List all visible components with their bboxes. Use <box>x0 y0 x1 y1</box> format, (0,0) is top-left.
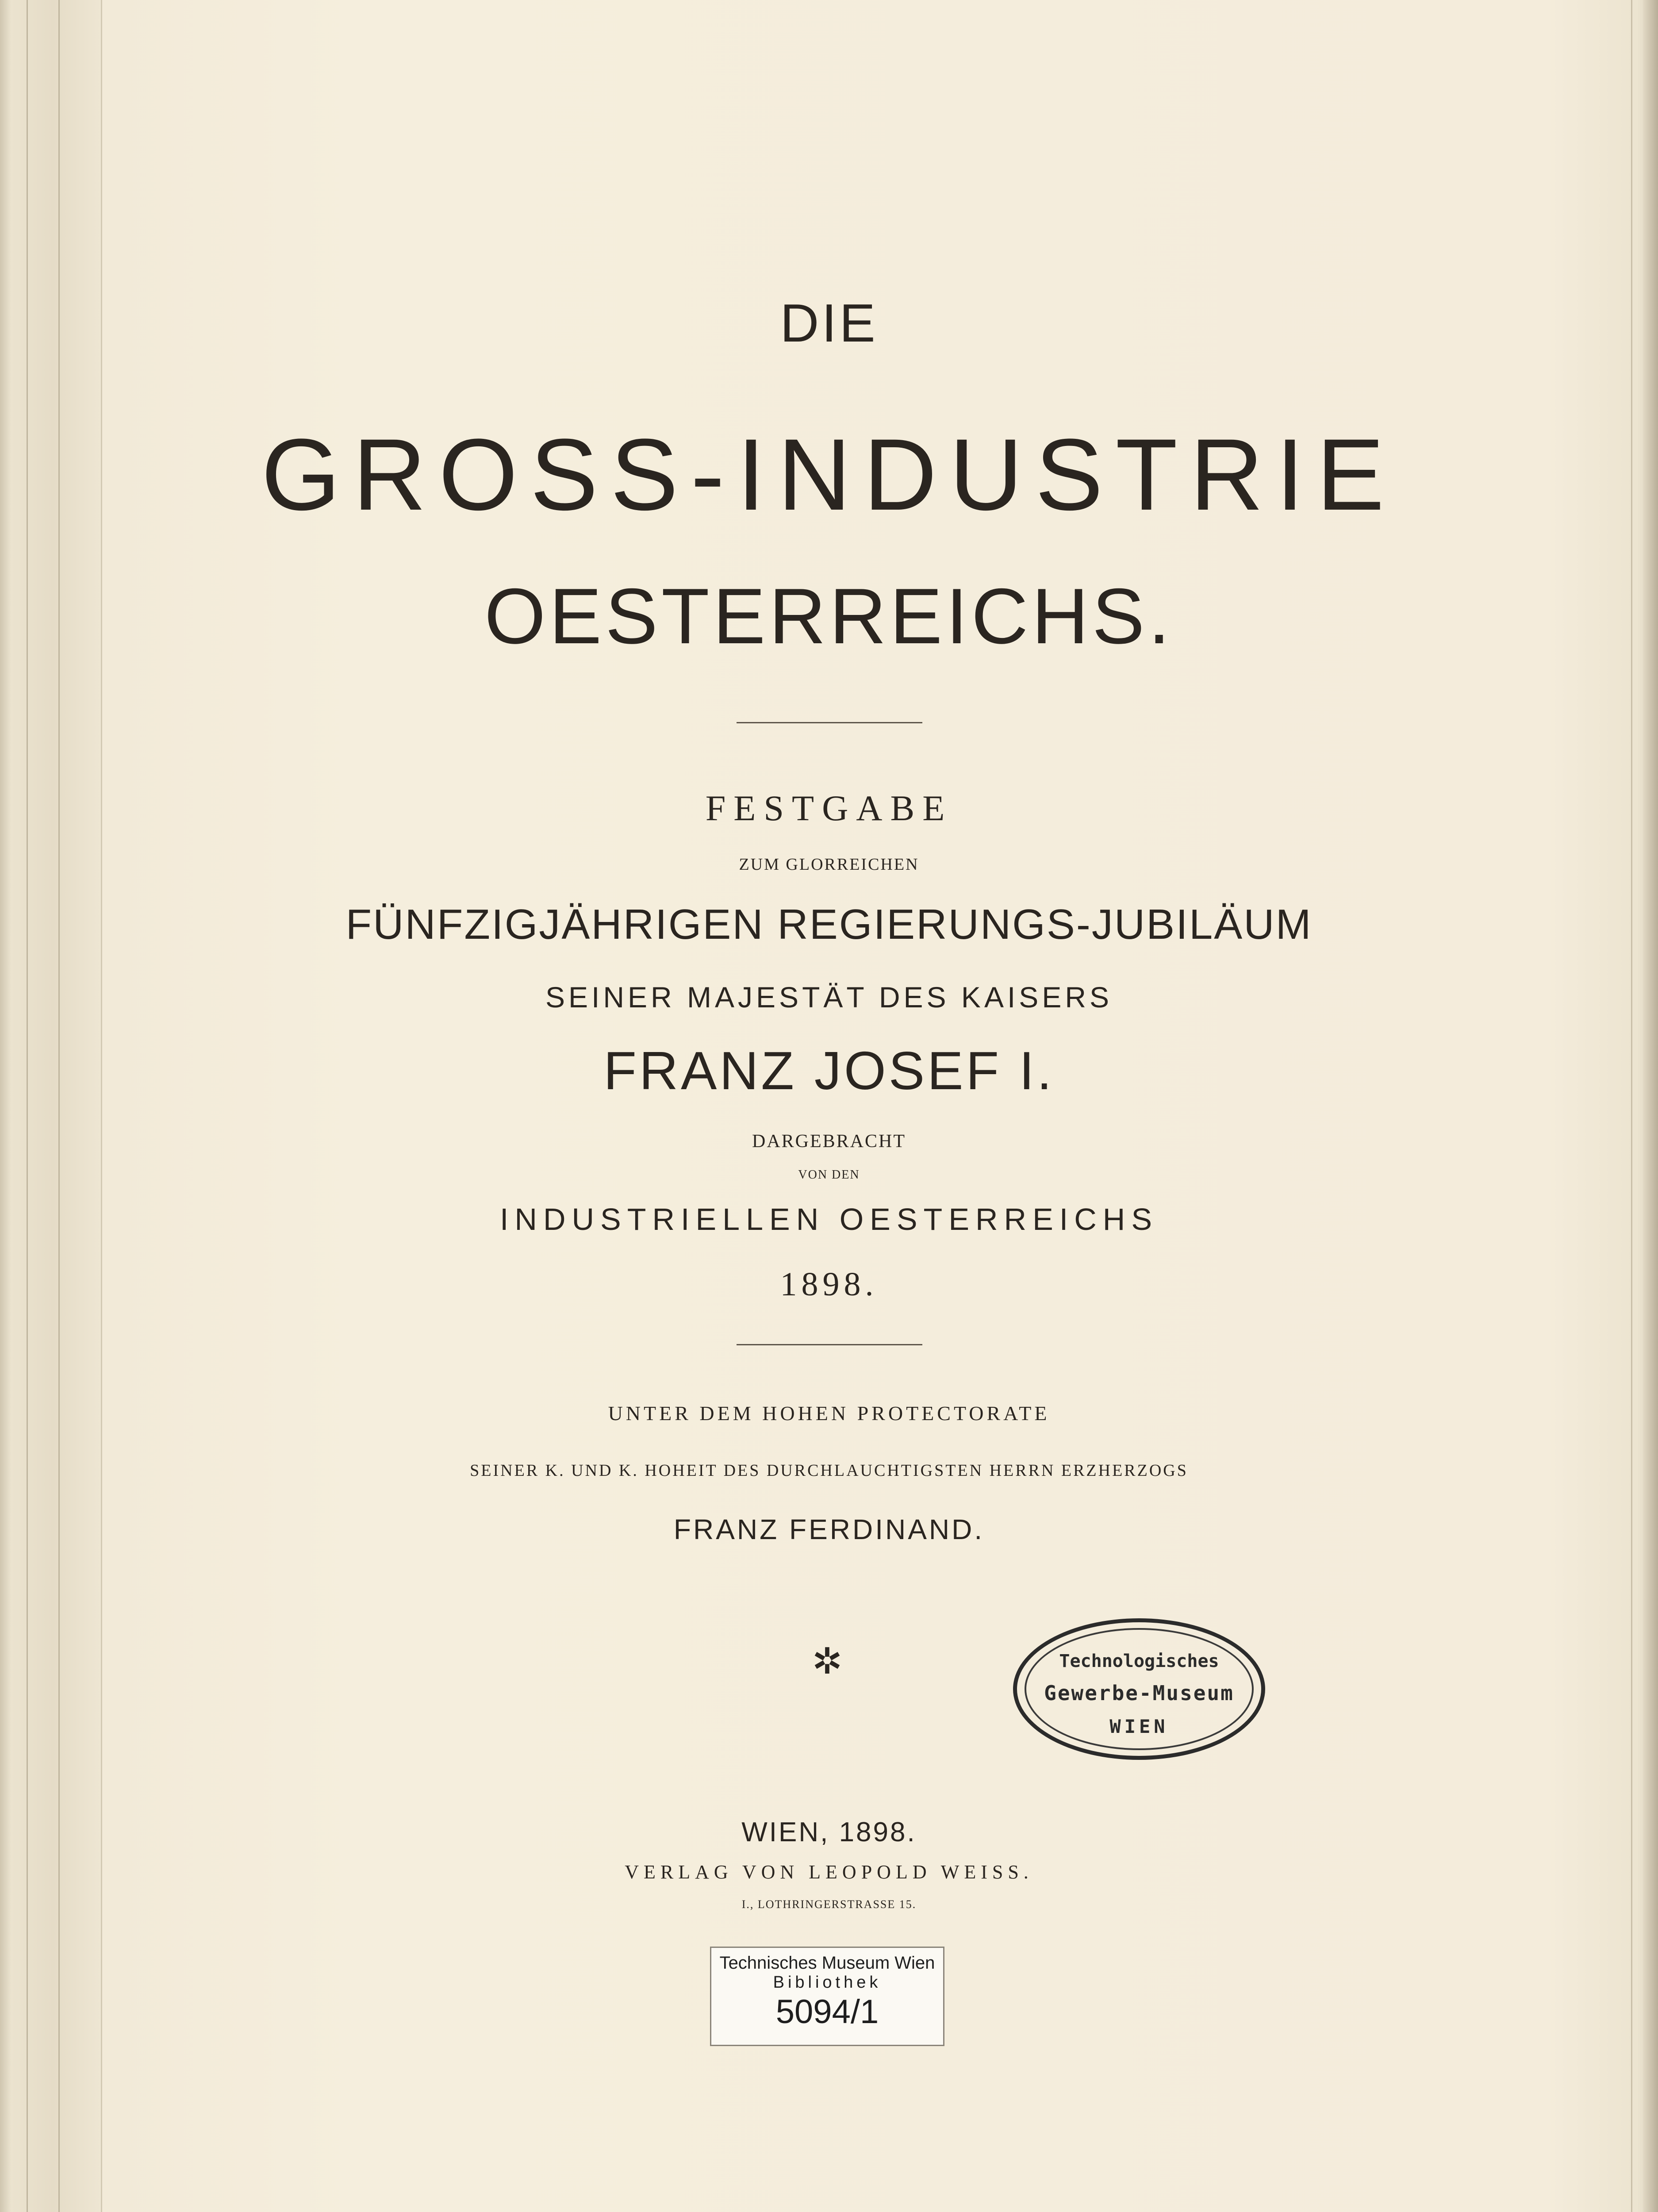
imprint-place-date: WIEN, 1898. <box>741 1817 917 1847</box>
binding-line <box>58 0 60 2212</box>
dedication-industriellen: INDUSTRIELLEN OESTERREICHS <box>499 1202 1159 1237</box>
page-edge <box>1643 0 1658 2212</box>
imprint-publisher: VERLAG VON LEOPOLD WEISS. <box>625 1861 1033 1883</box>
stamp-line-1: Technologisches <box>1059 1651 1219 1671</box>
title-line-1: DIE <box>780 293 878 353</box>
star-ornament-icon: ✲ <box>812 1641 843 1682</box>
stamp-line-3: WIEN <box>1109 1716 1169 1737</box>
protectorate-line-3: FRANZ FERDINAND. <box>673 1513 985 1545</box>
title-line-2: GROSS-INDUSTRIE <box>261 418 1397 531</box>
dedication-kaiser: FRANZ JOSEF I. <box>603 1041 1055 1101</box>
dedication-von-den: VON DEN <box>798 1168 860 1182</box>
title-line-3: OESTERREICHS. <box>484 572 1174 660</box>
stamp-line-2: Gewerbe-Museum <box>1044 1681 1234 1705</box>
dedication-year: 1898. <box>780 1266 878 1303</box>
dedication-dargebracht: DARGEBRACHT <box>752 1131 906 1152</box>
label-shelfmark: 5094/1 <box>775 1993 879 2031</box>
page-edge-line <box>1631 0 1632 2212</box>
divider-rule <box>737 1344 922 1345</box>
library-shelf-label <box>710 1947 944 2046</box>
protectorate-line-2: SEINER K. UND K. HOHEIT DES DURCHLAUCHTIGSTEN HERRN ERZHERZOGS <box>470 1461 1188 1480</box>
label-line-1: Technisches Museum Wien <box>719 1953 935 1973</box>
dedication-seiner: SEINER MAJESTÄT DES KAISERS <box>545 981 1113 1014</box>
dedication-zum: ZUM GLORREICHEN <box>739 855 919 874</box>
binding-line <box>27 0 28 2212</box>
dedication-jubilaeum: FÜNFZIGJÄHRIGEN REGIERUNGS-JUBILÄUM <box>345 901 1313 948</box>
label-line-2: Bibliothek <box>773 1973 882 1992</box>
divider-rule <box>737 722 922 723</box>
festgabe: FESTGABE <box>705 788 953 828</box>
protectorate-line-1: UNTER DEM HOHEN PROTECTORATE <box>608 1402 1050 1425</box>
imprint-address: I., LOTHRINGERSTRASSE 15. <box>741 1898 917 1911</box>
